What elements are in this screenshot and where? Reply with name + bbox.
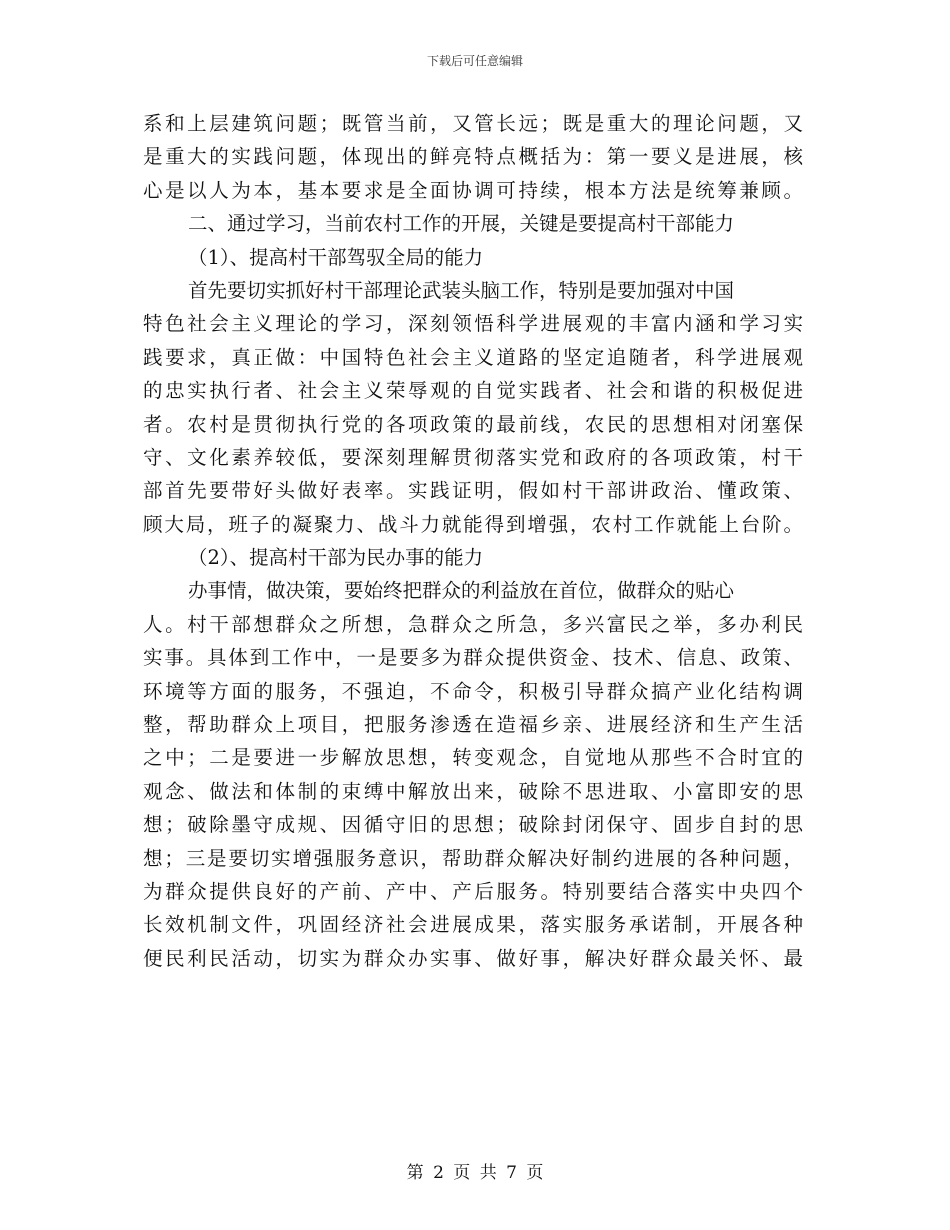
text-line: 办事情，做决策，要始终把群众的利益放在首位，做群众的贴心 [188, 579, 735, 603]
text-line: 者。农村是贯彻执行党的各项政策的最前线，农民的思想相对闭塞保 [143, 412, 803, 436]
text-line: 部首先要带好头做好表率。实践证明，假如村干部讲政治、懂政策、 [143, 479, 803, 503]
text-line: 之中；二是要进一步解放思想，转变观念，自觉地从那些不合时宜的 [143, 746, 803, 770]
page-footer: 第 2 页 共 7 页 [406, 1163, 544, 1183]
text-line: 守、文化素养较低，要深刻理解贯彻落实党和政府的各项政策，村干 [143, 445, 803, 469]
text-line: 践要求，真正做：中国特色社会主义道路的坚定追随者，科学进展观 [143, 345, 803, 369]
text-line: 人。村干部想群众之所想，急群众之所急，多兴富民之举，多办利民 [143, 612, 803, 636]
text-line: 环境等方面的服务，不强迫，不命令，积极引导群众搞产业化结构调 [143, 679, 803, 703]
text-line: 首先要切实抓好村干部理论武装头脑工作，特别是要加强对中国 [188, 278, 735, 302]
text-line: 系和上层建筑问题；既管当前，又管长远；既是重大的理论问题，又 [143, 112, 803, 135]
page-header: 下载后可任意编辑 [426, 54, 523, 68]
text-line: 实事。具体到工作中，一是要多为群众提供资金、技术、信息、政策、 [143, 646, 803, 670]
text-line: 为群众提供良好的产前、产中、产后服务。特别要结合落实中央四个 [143, 879, 803, 903]
text-line: 的忠实执行者、社会主义荣辱观的自觉实践者、社会和谐的积极促进 [143, 379, 803, 403]
text-line: 便民利民活动，切实为群众办实事、做好事，解决好群众最关怀、最 [143, 946, 803, 970]
text-line: 想；破除墨守成规、因循守旧的思想；破除封闭保守、固步自封的思 [143, 813, 803, 837]
document-body [143, 107, 803, 975]
text-line: 心是以人为本，基本要求是全面协调可持续，根本方法是统筹兼顾。 [143, 178, 803, 202]
text-line: （2）、提高村干部为民办事的能力 [188, 546, 484, 570]
text-line: 想；三是要切实增强服务意识，帮助群众解决好制约进展的各种问题， [143, 846, 803, 870]
text-line: 整，帮助群众上项目，把服务渗透在造福乡亲、进展经济和生产生活 [143, 713, 803, 737]
text-line: 是重大的实践问题，体现出的鲜亮特点概括为：第一要义是进展，核 [143, 145, 803, 169]
text-line: 顾大局，班子的凝聚力、战斗力就能得到增强，农村工作就能上台阶。 [143, 512, 803, 536]
text-line: 长效机制文件，巩固经济社会进展成果，落实服务承诺制，开展各种 [143, 913, 803, 937]
text-line: 特色社会主义理论的学习，深刻领悟科学进展观的丰富内涵和学习实 [143, 312, 803, 336]
text-line: 二、通过学习，当前农村工作的开展，关键是要提高村干部能力 [188, 212, 735, 236]
text-line: （1）、提高村干部驾驭全局的能力 [188, 245, 484, 269]
text-line: 观念、做法和体制的束缚中解放出来，破除不思进取、小富即安的思 [143, 779, 803, 803]
